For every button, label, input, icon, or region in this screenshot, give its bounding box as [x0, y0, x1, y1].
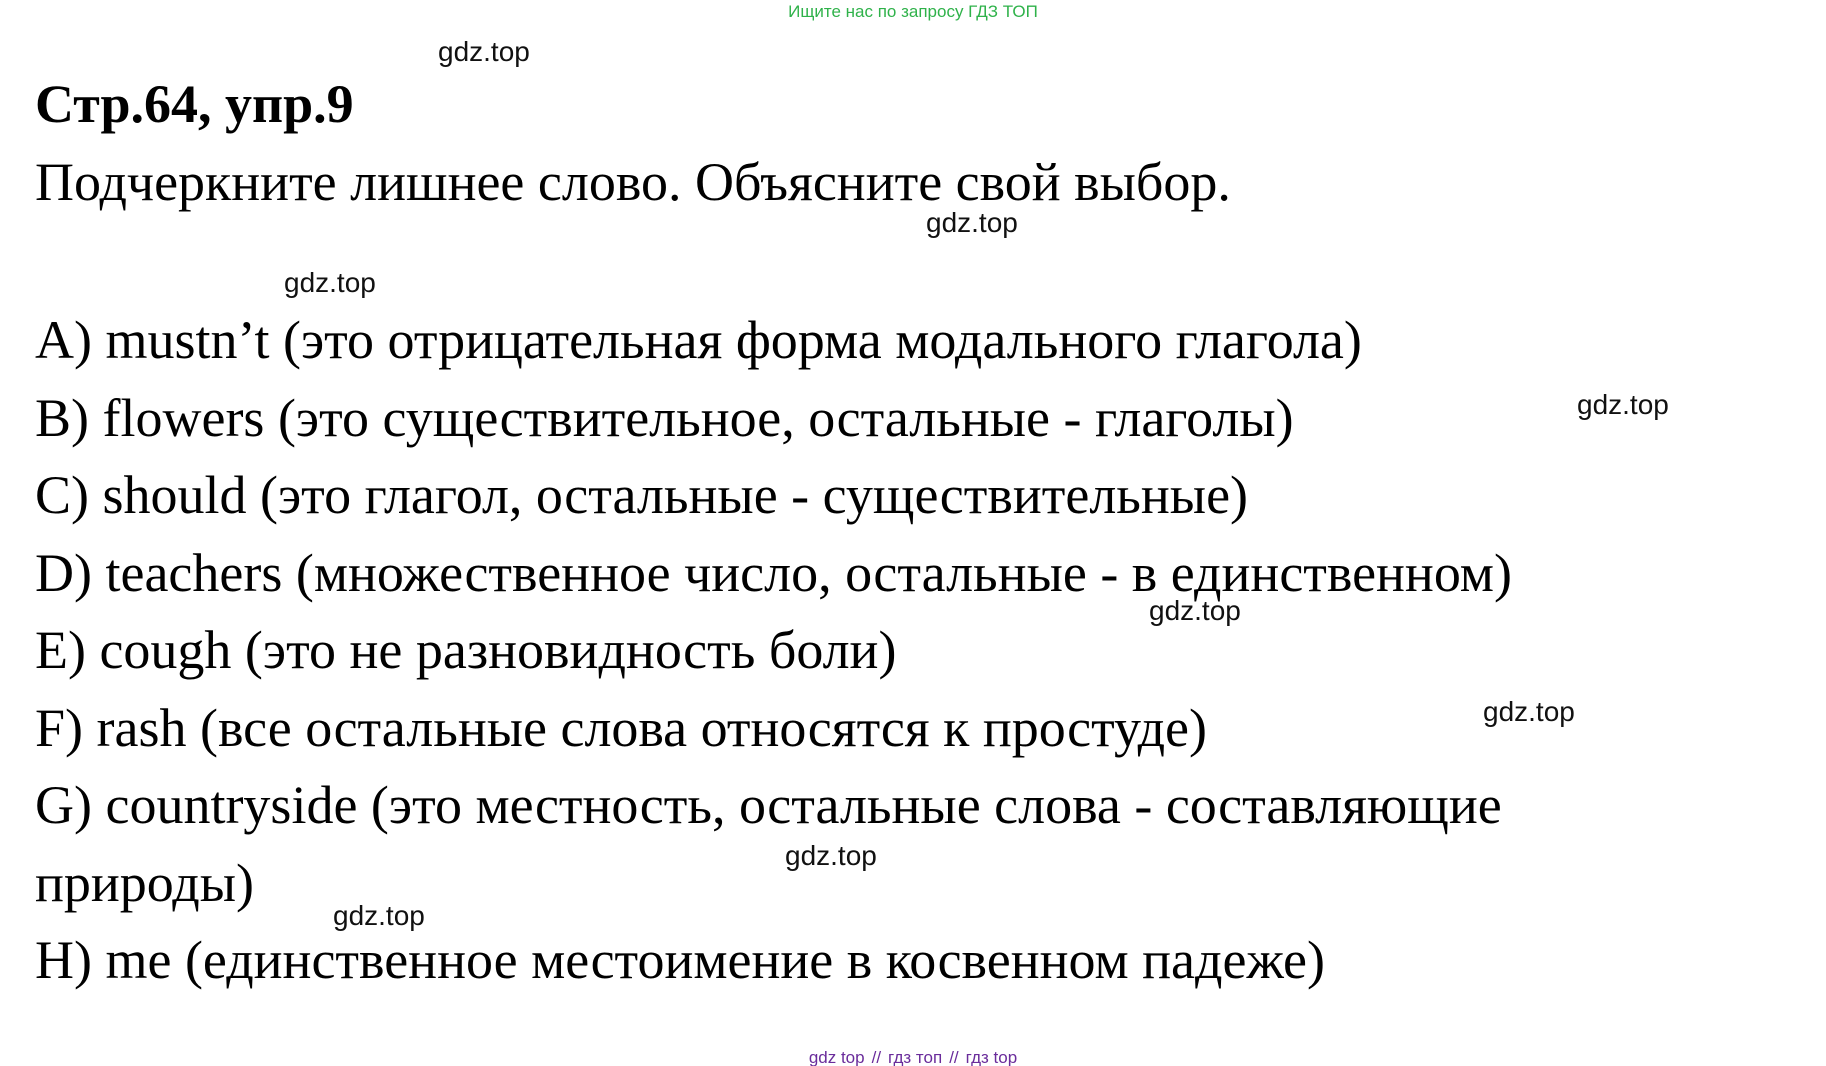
exercise-title: Стр.64, упр.9 [35, 74, 354, 134]
watermark: gdz.top [1149, 595, 1241, 626]
answer-line-e: E) cough (это не разновидность боли) [35, 620, 897, 680]
search-hint-banner: Ищите нас по запросу ГДЗ ТОП [788, 2, 1038, 21]
answer-line-g: G) countryside (это местность, остальные слова - составляющие [35, 775, 1502, 835]
footer-link-1[interactable]: gdz top [808, 1048, 865, 1066]
watermark: gdz.top [1577, 389, 1669, 420]
footer-link-3[interactable]: гдз top [965, 1048, 1018, 1066]
watermark: gdz.top [284, 267, 376, 298]
exercise-instruction: Подчеркните лишнее слово. Объясните свой выбор. [35, 152, 1231, 212]
answer-line-a: A) mustn’t (это отрицательная форма модального глагола) [35, 310, 1362, 370]
watermark: gdz.top [785, 840, 877, 871]
footer-banner [0, 1048, 1826, 1066]
footer-separator: // [871, 1048, 882, 1066]
watermark: gdz.top [333, 900, 425, 931]
watermark: gdz.top [926, 207, 1018, 238]
answer-list [35, 302, 1735, 1000]
answer-line-f: F) rash (все остальные слова относятся к простуде) [35, 697, 1207, 758]
footer-separator: // [949, 1048, 959, 1066]
answer-line-c: C) should (это глагол, остальные - существительные) [35, 465, 1249, 525]
answer-line-h: H) me (единственное местоимение в косвенном падеже) [35, 930, 1325, 990]
watermark: gdz.top [1483, 696, 1575, 727]
answer-line-d: D) teachers (множественное число, остальные - в единственном) [35, 542, 1512, 603]
footer-link-2[interactable]: гдз топ [888, 1048, 943, 1066]
watermark: gdz.top [438, 36, 530, 67]
answer-line-b: B) flowers (это существительное, остальные - глаголы) [35, 387, 1294, 448]
answer-line-g-continued: природы) [35, 852, 254, 913]
